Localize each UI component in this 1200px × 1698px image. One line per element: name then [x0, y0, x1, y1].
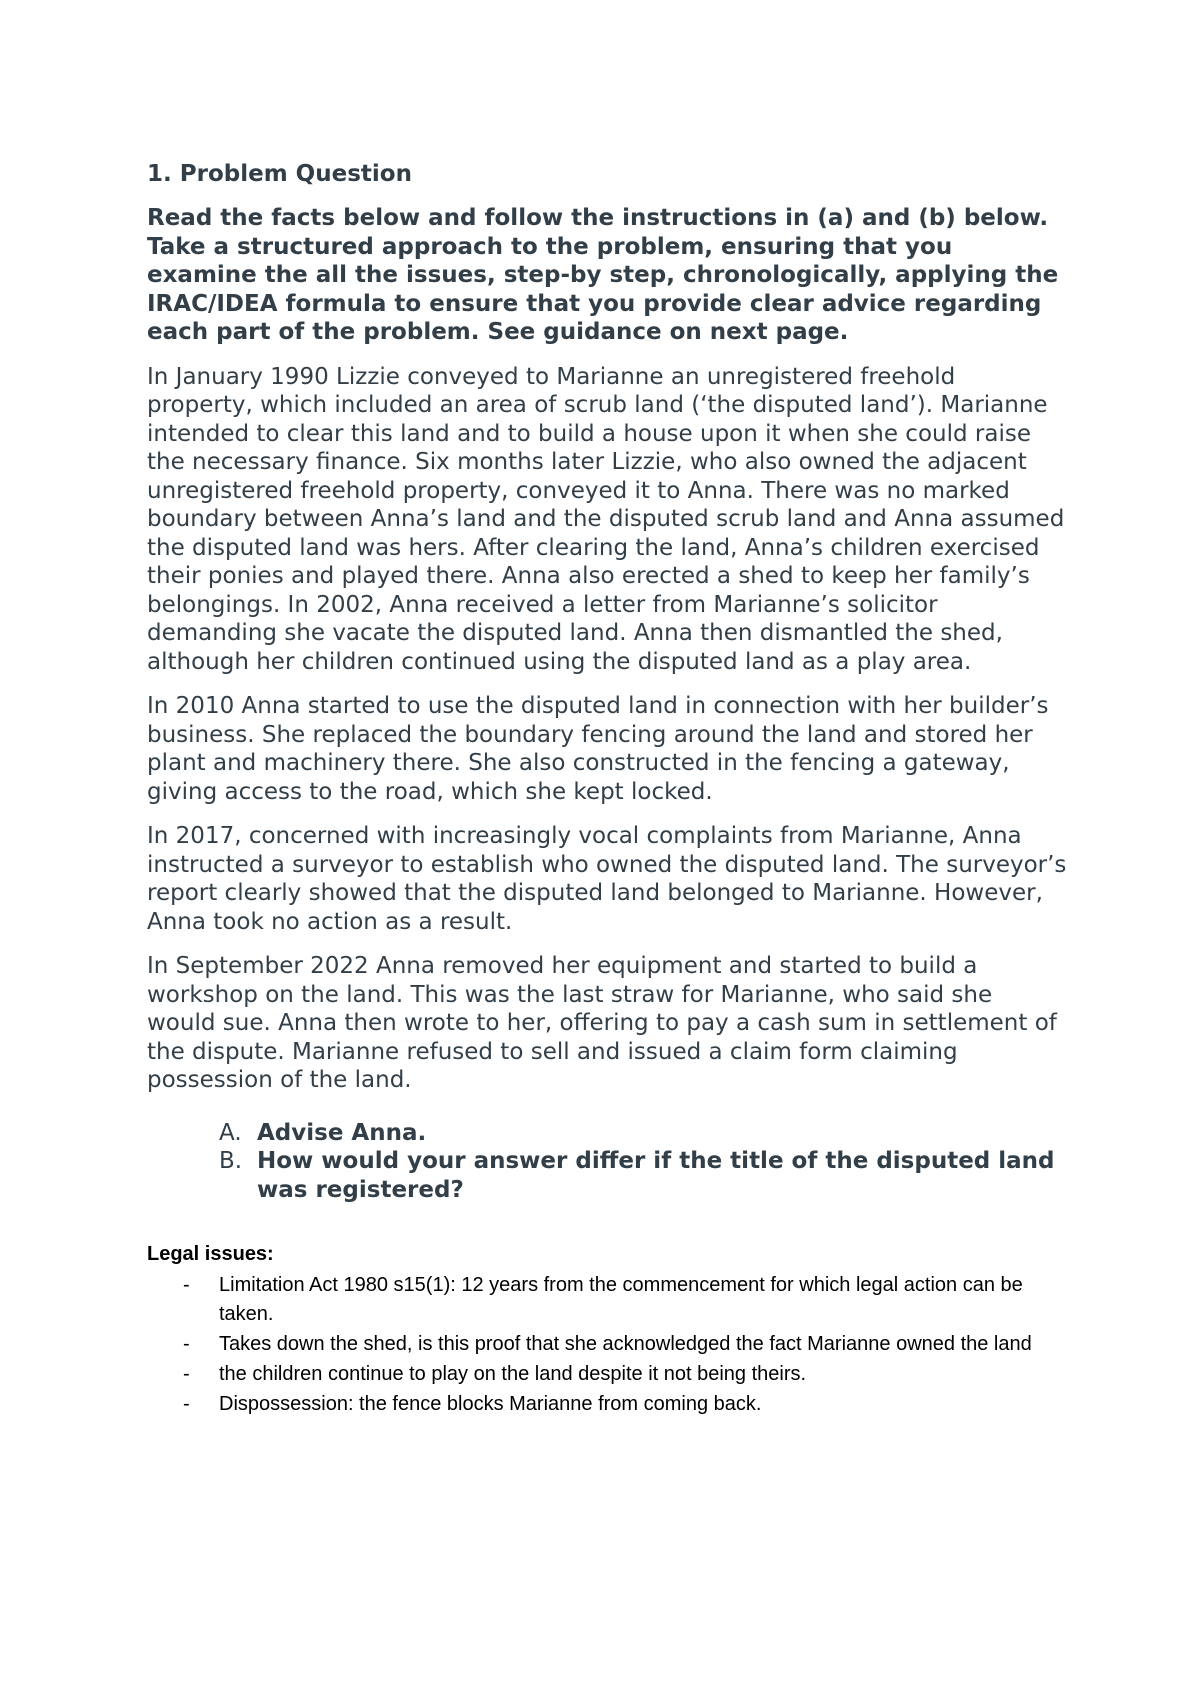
legal-issue-item [147, 1360, 1067, 1389]
task-text: How would your answer differ if the title of the disputed land was registered? [257, 1148, 1055, 1203]
question-heading: 1. Problem Question [147, 161, 412, 187]
task-list [147, 1119, 1067, 1205]
legal-issue-item [147, 1330, 1067, 1359]
task-item-a [147, 1119, 1067, 1148]
facts-paragraph-1: In January 1990 Lizzie conveyed to Marianne an unregistered freehold property, which included an area of scrub land (‘the disputed land’). Marianne intended to clear this land and to build a house upon it when she could raise the necessary finance. Six months later Lizzie, who also owned the adjacent unregistered freehold property, conveyed it to Anna. There was no marked boundary between Anna’s land and the disputed scrub land and Anna assumed the disputed land was hers. After clearing the land, Anna’s children exercised their ponies and played there. Anna also erected a shed to keep her family’s belongings. In 2002, Anna received a letter from Marianne’s solicitor demanding she vacate the disputed land. Anna then dismantled the shed, although her children continued using the disputed land as a play area. [147, 363, 1065, 675]
legal-issue-text: Limitation Act 1980 s15(1): 12 years from the commencement for which legal action can be taken. [219, 1274, 1023, 1325]
legal-issues-list [147, 1271, 1067, 1419]
facts-paragraph-4: In September 2022 Anna removed her equipment and started to build a workshop on the land. This was the last straw for Marianne, who said she would sue. Anna then wrote to her, offering to pay a cash sum in settlement of the dispute. Marianne refused to sell and issued a claim form claiming possession of the land. [147, 953, 1057, 1093]
legal-issues-title: Legal issues: [147, 1243, 274, 1265]
task-marker: A. [219, 1119, 242, 1146]
task-text: Advise Anna. [257, 1119, 427, 1146]
legal-issue-text: Takes down the shed, is this proof that she acknowledged the fact Marianne owned the land [219, 1333, 1032, 1355]
legal-issue-item [147, 1271, 1067, 1329]
dash-bullet: - [183, 1274, 190, 1296]
task-marker: B. [219, 1148, 243, 1174]
dash-bullet: - [183, 1333, 190, 1355]
instructions-paragraph: Read the facts below and follow the instructions in (a) and (b) below. Take a structured approach to the problem, ensuring that you examine the all the issues, step-by step, chronologically, applying the IRAC/IDEA formula to ensure that you provide clear advice regarding each part of the problem. See guidance on next page. [147, 205, 1059, 345]
legal-issue-item [147, 1390, 1067, 1419]
legal-issue-text: Dispossession: the fence blocks Marianne from coming back. [219, 1393, 762, 1415]
dash-bullet: - [183, 1363, 190, 1385]
facts-paragraph-3: In 2017, concerned with increasingly vocal complaints from Marianne, Anna instructed a surveyor to establish who owned the disputed land. The surveyor’s report clearly showed that the disputed land belonged to Marianne. However, Anna took no action as a result. [147, 823, 1067, 935]
dash-bullet: - [183, 1393, 190, 1415]
legal-issue-text: the children continue to play on the land despite it not being theirs. [219, 1363, 807, 1385]
task-item-b [147, 1147, 1067, 1204]
legal-issues-section [147, 1240, 1067, 1419]
document-page [147, 160, 1067, 1420]
facts-paragraph-2: In 2010 Anna started to use the disputed land in connection with her builder’s business. She replaced the boundary fencing around the land and stored her plant and machinery there. She also constructed in the fencing a gateway, giving access to the road, which she kept locked. [147, 693, 1049, 805]
